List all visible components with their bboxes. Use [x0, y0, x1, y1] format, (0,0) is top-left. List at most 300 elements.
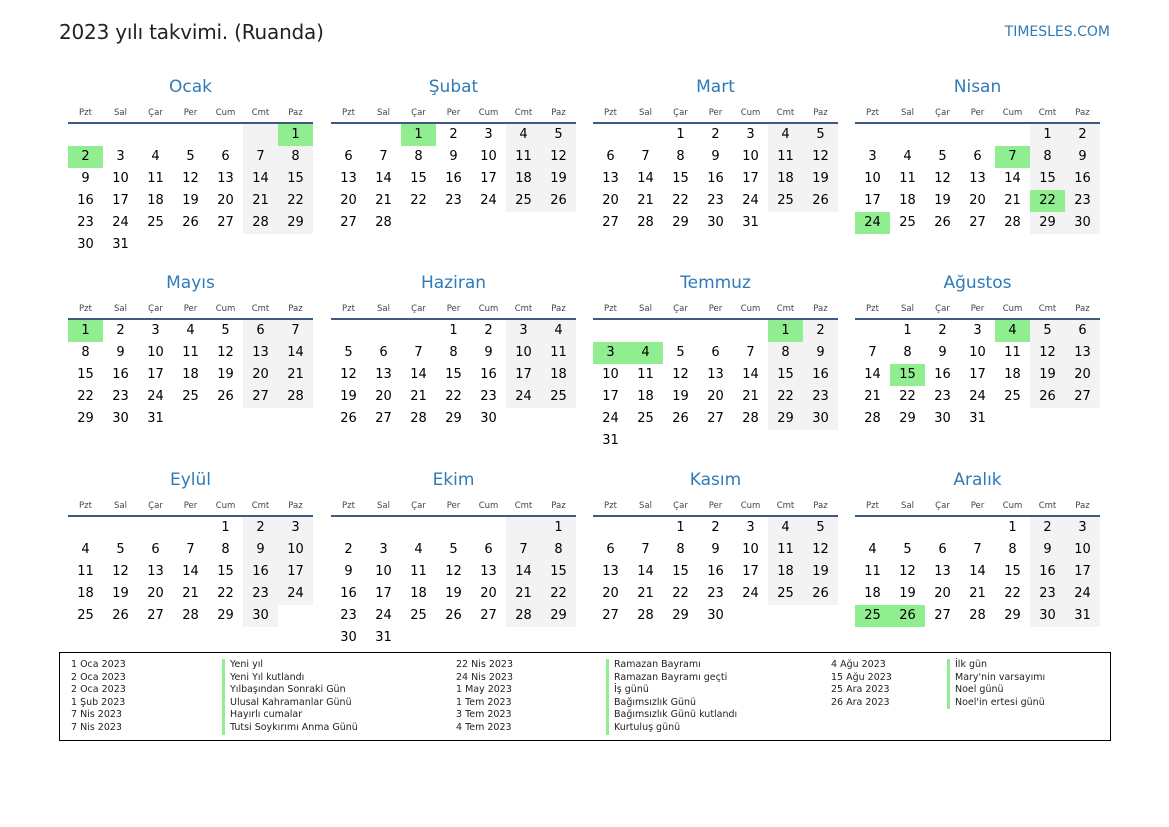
day-cell: 16: [707, 171, 724, 186]
holiday-day-cell: 2: [68, 146, 103, 168]
day-cell: 28: [1004, 215, 1021, 230]
holiday-name: İş günü: [606, 684, 649, 697]
day-cell: 25: [768, 190, 803, 212]
empty-cell: [173, 408, 208, 430]
day-cell: 16: [934, 367, 951, 382]
empty-cell: [855, 517, 890, 539]
empty-cell: [628, 320, 663, 342]
weekday-label: Paz: [1075, 501, 1090, 511]
day-cell: 29: [1030, 212, 1065, 234]
empty-cell: [208, 234, 243, 256]
day-cell: 20: [1065, 364, 1100, 386]
holiday-item: [456, 659, 756, 672]
month-8: [855, 264, 1100, 430]
day-cell: 8: [221, 542, 230, 557]
empty-cell: [401, 320, 436, 342]
day-cell: 25: [182, 389, 199, 404]
day-cell: 9: [344, 564, 353, 579]
day-cell: 19: [182, 193, 199, 208]
weekday-label: Çar: [148, 108, 163, 118]
empty-cell: [138, 517, 173, 539]
day-cell: 11: [147, 171, 164, 186]
empty-cell: [366, 320, 401, 342]
holiday-name: Yeni Yıl kutlandı: [222, 672, 304, 685]
day-grid: [593, 124, 838, 234]
day-cell: 13: [147, 564, 164, 579]
weekday-label: Cmt: [514, 304, 533, 314]
weekday-label: Paz: [1075, 304, 1090, 314]
day-cell: 3: [746, 127, 755, 142]
month-6: [331, 264, 576, 430]
day-cell: 12: [340, 367, 357, 382]
weekday-label: Pzt: [604, 304, 617, 314]
holiday-day-cell: 1: [768, 320, 803, 342]
empty-cell: [471, 627, 506, 649]
day-cell: 15: [1030, 168, 1065, 190]
holiday-item: [456, 722, 756, 735]
weekday-label: Pzt: [342, 108, 355, 118]
holiday-date: 22 Nis 2023: [456, 659, 513, 670]
weekday-label: Paz: [813, 108, 828, 118]
weekday-label: Paz: [1075, 108, 1090, 118]
holiday-day-cell: 15: [890, 364, 925, 386]
day-cell: 14: [864, 367, 881, 382]
holiday-date: 4 Tem 2023: [456, 721, 512, 733]
empty-cell: [243, 234, 278, 256]
day-cell: 20: [243, 364, 278, 386]
weekday-label: Cum: [215, 108, 236, 118]
day-cell: 23: [707, 586, 724, 601]
day-cell: 9: [449, 149, 458, 164]
day-cell: 2: [484, 323, 493, 338]
empty-cell: [593, 517, 628, 539]
day-cell: 16: [340, 586, 357, 601]
day-cell: 11: [768, 539, 803, 561]
day-cell: 15: [541, 561, 576, 583]
day-cell: 23: [243, 583, 278, 605]
day-cell: 22: [410, 193, 427, 208]
day-cell: 21: [637, 586, 654, 601]
empty-cell: [768, 430, 803, 452]
day-cell: 24: [480, 193, 497, 208]
month-4: [855, 68, 1100, 234]
day-cell: 9: [484, 345, 493, 360]
day-cell: 16: [707, 564, 724, 579]
day-cell: 8: [81, 345, 90, 360]
weekday-label: Paz: [551, 501, 566, 511]
empty-cell: [366, 124, 401, 146]
day-cell: 20: [217, 193, 234, 208]
day-cell: 26: [672, 411, 689, 426]
weekday-label: Çar: [411, 304, 426, 314]
day-cell: 9: [938, 345, 947, 360]
day-cell: 12: [445, 564, 462, 579]
day-cell: 25: [410, 608, 427, 623]
day-cell: 30: [707, 608, 724, 623]
day-cell: 10: [480, 149, 497, 164]
day-grid: [68, 124, 313, 256]
day-cell: 17: [506, 364, 541, 386]
empty-cell: [698, 320, 733, 342]
empty-cell: [506, 408, 541, 430]
weekday-label: Cmt: [1038, 501, 1057, 511]
holiday-name: Yılbaşından Sonraki Gün: [222, 684, 346, 697]
day-cell: 7: [868, 345, 877, 360]
day-grid: [331, 517, 576, 649]
day-cell: 17: [375, 586, 392, 601]
day-cell: 18: [899, 193, 916, 208]
month-10: [331, 461, 576, 649]
weekday-label: Pzt: [79, 108, 92, 118]
holiday-name: Kurtuluş günü: [606, 722, 680, 735]
day-cell: 28: [637, 608, 654, 623]
empty-cell: [541, 408, 576, 430]
month-name: Mayıs: [166, 273, 215, 293]
weekday-label: Cmt: [1038, 304, 1057, 314]
empty-cell: [628, 430, 663, 452]
day-cell: 7: [641, 542, 650, 557]
weekday-label: Pzt: [342, 501, 355, 511]
holiday-name: Noel günü: [947, 684, 1004, 697]
empty-cell: [960, 517, 995, 539]
month-9: [68, 461, 313, 627]
day-cell: 11: [768, 146, 803, 168]
day-cell: 11: [77, 564, 94, 579]
holiday-day-cell: 1: [401, 124, 436, 146]
holiday-day-cell: 1: [278, 124, 313, 146]
month-name: Aralık: [953, 470, 1002, 490]
day-cell: 20: [934, 586, 951, 601]
empty-cell: [995, 124, 1030, 146]
weekday-header: [855, 298, 1100, 320]
day-cell: 6: [379, 345, 388, 360]
day-cell: 28: [410, 411, 427, 426]
empty-cell: [803, 430, 838, 452]
day-cell: 7: [379, 149, 388, 164]
day-cell: 1: [1030, 124, 1065, 146]
day-cell: 30: [707, 215, 724, 230]
holiday-item: [831, 659, 1131, 672]
day-cell: 21: [182, 586, 199, 601]
day-cell: 2: [116, 323, 125, 338]
holiday-date: 24 Nis 2023: [456, 671, 513, 683]
day-cell: 13: [1065, 342, 1100, 364]
day-cell: 6: [938, 542, 947, 557]
day-cell: 15: [217, 564, 234, 579]
day-cell: 8: [903, 345, 912, 360]
weekday-label: Cmt: [251, 501, 270, 511]
day-cell: 18: [410, 586, 427, 601]
day-cell: 19: [445, 586, 462, 601]
day-cell: 27: [340, 215, 357, 230]
weekday-header: [68, 102, 313, 124]
holiday-name: Ulusal Kahramanlar Günü: [222, 697, 352, 710]
day-cell: 1: [676, 520, 685, 535]
day-cell: 22: [77, 389, 94, 404]
empty-cell: [541, 627, 576, 649]
day-cell: 14: [243, 168, 278, 190]
month-name: Şubat: [428, 77, 479, 97]
weekday-label: Cum: [215, 501, 236, 511]
day-cell: 23: [1030, 583, 1065, 605]
day-cell: 16: [480, 367, 497, 382]
day-cell: 18: [541, 364, 576, 386]
month-name: Nisan: [953, 77, 1002, 97]
holiday-name: Yeni yıl: [222, 659, 263, 672]
day-cell: 15: [410, 171, 427, 186]
day-cell: 14: [1004, 171, 1021, 186]
day-cell: 28: [278, 386, 313, 408]
empty-cell: [803, 605, 838, 627]
day-cell: 25: [77, 608, 94, 623]
weekday-label: Sal: [377, 108, 390, 118]
day-cell: 27: [707, 411, 724, 426]
weekday-label: Pzt: [866, 304, 879, 314]
day-cell: 6: [221, 149, 230, 164]
day-cell: 31: [112, 237, 129, 252]
day-cell: 10: [1065, 539, 1100, 561]
holiday-item: [456, 672, 756, 685]
empty-cell: [733, 320, 768, 342]
holiday-name: Bağımsızlık Günü: [606, 697, 696, 710]
day-cell: 28: [969, 608, 986, 623]
empty-cell: [208, 408, 243, 430]
empty-cell: [663, 430, 698, 452]
day-cell: 6: [344, 149, 353, 164]
weekday-label: Cum: [1002, 501, 1023, 511]
weekday-label: Sal: [639, 501, 652, 511]
day-cell: 12: [1030, 342, 1065, 364]
day-cell: 5: [221, 323, 230, 338]
day-cell: 11: [1004, 345, 1021, 360]
empty-cell: [103, 517, 138, 539]
empty-cell: [243, 124, 278, 146]
weekday-label: Paz: [813, 304, 828, 314]
day-cell: 24: [278, 583, 313, 605]
weekday-label: Çar: [935, 304, 950, 314]
day-cell: 13: [480, 564, 497, 579]
weekday-header: [593, 495, 838, 517]
holiday-item: [831, 672, 1131, 685]
day-cell: 22: [217, 586, 234, 601]
month-12: [855, 461, 1100, 627]
day-cell: 15: [278, 168, 313, 190]
day-cell: 27: [147, 608, 164, 623]
day-cell: 16: [445, 171, 462, 186]
day-cell: 4: [414, 542, 423, 557]
empty-cell: [593, 320, 628, 342]
empty-cell: [436, 627, 471, 649]
day-cell: 17: [864, 193, 881, 208]
month-name: Temmuz: [680, 273, 751, 293]
day-grid: [593, 517, 838, 627]
day-grid: [855, 320, 1100, 430]
weekday-header: [331, 495, 576, 517]
holiday-day-cell: 1: [68, 320, 103, 342]
weekday-label: Per: [708, 304, 723, 314]
day-cell: 29: [77, 411, 94, 426]
empty-cell: [401, 212, 436, 234]
day-cell: 6: [243, 320, 278, 342]
holiday-item: [456, 697, 756, 710]
holiday-name: Noel'in ertesi günü: [947, 697, 1045, 710]
day-cell: 14: [278, 342, 313, 364]
holiday-date: 26 Ara 2023: [831, 696, 890, 708]
day-cell: 2: [449, 127, 458, 142]
day-cell: 2: [344, 542, 353, 557]
day-cell: 27: [375, 411, 392, 426]
day-cell: 14: [742, 367, 759, 382]
weekday-label: Çar: [935, 108, 950, 118]
day-cell: 12: [803, 146, 838, 168]
empty-cell: [331, 320, 366, 342]
weekday-label: Sal: [639, 108, 652, 118]
holiday-item: [71, 722, 371, 735]
day-cell: 30: [112, 411, 129, 426]
day-cell: 19: [112, 586, 129, 601]
site-link[interactable]: TIMESLES.COM: [1004, 24, 1110, 40]
day-cell: 30: [1030, 605, 1065, 627]
weekday-label: Pzt: [604, 108, 617, 118]
day-cell: 13: [243, 342, 278, 364]
day-cell: 5: [1030, 320, 1065, 342]
day-cell: 7: [278, 320, 313, 342]
holiday-item: [831, 697, 1131, 710]
day-cell: 8: [1008, 542, 1017, 557]
weekday-label: Sal: [639, 304, 652, 314]
day-cell: 20: [969, 193, 986, 208]
day-cell: 7: [973, 542, 982, 557]
weekday-label: Per: [446, 501, 461, 511]
day-cell: 16: [1065, 168, 1100, 190]
empty-cell: [890, 124, 925, 146]
weekday-label: Cum: [1002, 304, 1023, 314]
weekday-label: Cum: [478, 501, 499, 511]
day-cell: 30: [803, 408, 838, 430]
day-cell: 14: [410, 367, 427, 382]
empty-cell: [663, 320, 698, 342]
day-cell: 18: [77, 586, 94, 601]
empty-cell: [855, 124, 890, 146]
empty-cell: [331, 517, 366, 539]
empty-cell: [960, 124, 995, 146]
day-cell: 9: [1065, 146, 1100, 168]
day-cell: 31: [147, 411, 164, 426]
day-cell: 29: [672, 215, 689, 230]
empty-cell: [208, 124, 243, 146]
holiday-date: 1 Tem 2023: [456, 696, 512, 708]
day-cell: 23: [707, 193, 724, 208]
holiday-column: [456, 659, 756, 735]
day-cell: 11: [506, 146, 541, 168]
day-cell: 13: [340, 171, 357, 186]
day-cell: 23: [112, 389, 129, 404]
day-cell: 8: [541, 539, 576, 561]
day-cell: 28: [637, 215, 654, 230]
weekday-label: Pzt: [866, 108, 879, 118]
day-cell: 26: [1030, 386, 1065, 408]
weekday-label: Paz: [288, 304, 303, 314]
day-cell: 5: [676, 345, 685, 360]
weekday-label: Pzt: [604, 501, 617, 511]
empty-cell: [138, 124, 173, 146]
day-cell: 24: [506, 386, 541, 408]
holiday-name: Mary'nin varsayımı: [947, 672, 1045, 685]
month-2: [331, 68, 576, 234]
day-cell: 18: [147, 193, 164, 208]
day-cell: 2: [1030, 517, 1065, 539]
day-cell: 7: [414, 345, 423, 360]
day-cell: 1: [221, 520, 230, 535]
day-cell: 28: [243, 212, 278, 234]
day-cell: 26: [182, 215, 199, 230]
holiday-name: İlk gün: [947, 659, 987, 672]
empty-cell: [541, 212, 576, 234]
day-cell: 4: [151, 149, 160, 164]
day-cell: 20: [707, 389, 724, 404]
weekday-label: Per: [183, 501, 198, 511]
weekday-label: Sal: [901, 108, 914, 118]
day-cell: 13: [375, 367, 392, 382]
weekday-header: [855, 495, 1100, 517]
weekday-label: Cmt: [251, 108, 270, 118]
weekday-label: Cum: [1002, 108, 1023, 118]
day-cell: 14: [375, 171, 392, 186]
weekday-label: Cmt: [776, 501, 795, 511]
weekday-label: Sal: [114, 304, 127, 314]
weekday-label: Per: [708, 108, 723, 118]
day-cell: 21: [506, 583, 541, 605]
day-cell: 26: [803, 190, 838, 212]
holiday-item: [456, 684, 756, 697]
day-cell: 7: [746, 345, 755, 360]
day-cell: 24: [1065, 583, 1100, 605]
day-cell: 14: [637, 564, 654, 579]
day-cell: 21: [1004, 193, 1021, 208]
day-cell: 13: [602, 171, 619, 186]
day-cell: 23: [77, 215, 94, 230]
weekday-label: Paz: [288, 108, 303, 118]
holiday-date: 2 Oca 2023: [71, 684, 126, 696]
day-cell: 12: [672, 367, 689, 382]
weekday-header: [68, 495, 313, 517]
holiday-day-cell: 22: [1030, 190, 1065, 212]
day-grid: [331, 320, 576, 430]
month-name: Ocak: [169, 77, 212, 97]
day-cell: 27: [969, 215, 986, 230]
day-cell: 10: [742, 542, 759, 557]
day-cell: 8: [449, 345, 458, 360]
day-cell: 19: [541, 168, 576, 190]
weekday-label: Sal: [901, 501, 914, 511]
day-cell: 11: [541, 342, 576, 364]
day-cell: 30: [243, 605, 278, 627]
day-cell: 17: [1065, 561, 1100, 583]
day-cell: 24: [602, 411, 619, 426]
day-cell: 23: [1065, 190, 1100, 212]
day-cell: 23: [803, 386, 838, 408]
holiday-day-cell: 7: [995, 146, 1030, 168]
weekday-label: Per: [183, 108, 198, 118]
day-cell: 19: [803, 168, 838, 190]
day-cell: 4: [186, 323, 195, 338]
day-cell: 10: [506, 342, 541, 364]
day-cell: 17: [147, 367, 164, 382]
day-cell: 10: [742, 149, 759, 164]
day-cell: 21: [278, 364, 313, 386]
weekday-label: Per: [970, 501, 985, 511]
day-cell: 29: [217, 608, 234, 623]
